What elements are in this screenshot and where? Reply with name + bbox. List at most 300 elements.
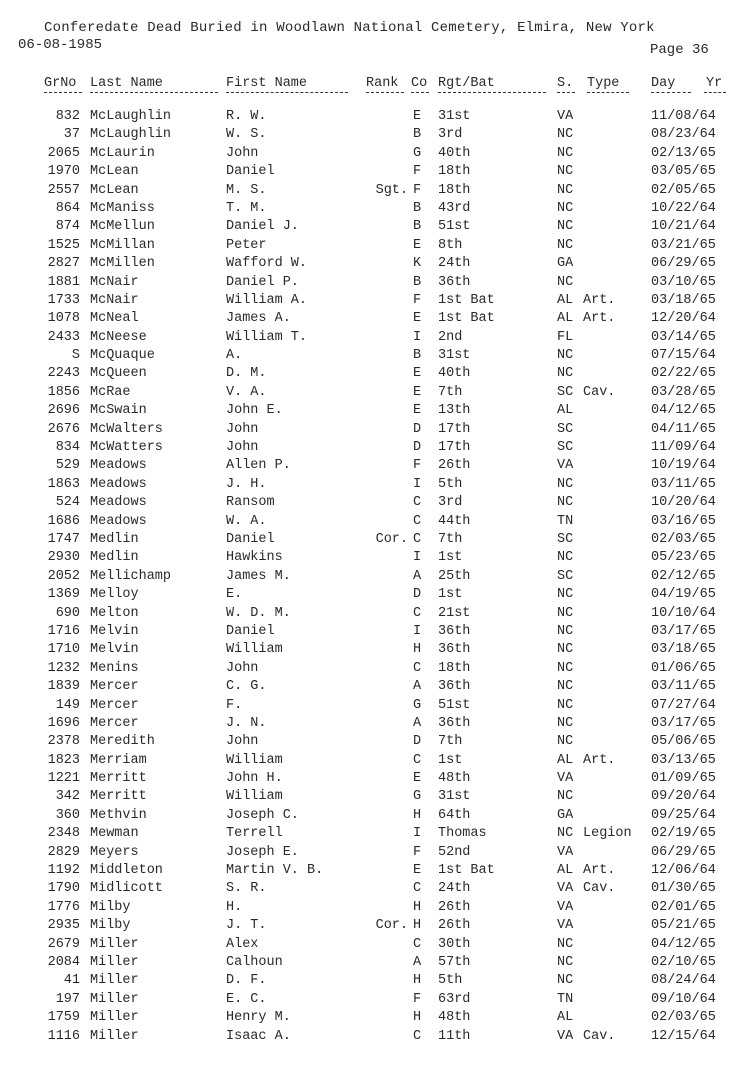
table-row: [0, 678, 750, 696]
state: AL: [557, 863, 574, 879]
grave-number: 1790: [47, 881, 80, 897]
table-row: [0, 329, 750, 347]
first-name: J. H.: [226, 476, 267, 492]
first-name: Alex: [226, 936, 259, 952]
company: C: [412, 1028, 422, 1044]
regiment: 1st Bat: [438, 292, 495, 308]
regiment: 36th: [438, 623, 471, 639]
rule-state: [557, 92, 575, 93]
first-name: H.: [226, 899, 243, 915]
state: SC: [557, 384, 574, 400]
death-date: 12/15/64: [651, 1028, 716, 1044]
company: C: [412, 881, 422, 897]
regiment: 1st Bat: [438, 863, 495, 879]
death-date: 02/19/65: [651, 826, 716, 842]
first-name: J. T.: [226, 918, 267, 934]
grave-number: 874: [55, 219, 80, 235]
document-date: 06-08-1985: [18, 37, 103, 53]
death-date: 02/13/65: [651, 145, 716, 161]
header-yr: Yr: [706, 76, 723, 91]
regiment: 44th: [438, 513, 471, 529]
last-name: Miller: [90, 973, 139, 989]
company: E: [412, 403, 422, 419]
state: NC: [557, 697, 574, 713]
regiment: 48th: [438, 1010, 471, 1026]
last-name: Mercer: [90, 697, 139, 713]
first-name: T. M.: [226, 200, 267, 216]
rule-first: [226, 92, 348, 93]
first-name: D. M.: [226, 366, 267, 382]
table-row: [0, 439, 750, 457]
regiment: 3rd: [438, 495, 463, 511]
company: G: [412, 145, 422, 161]
first-name: William A.: [226, 292, 308, 308]
death-date: 04/11/65: [651, 421, 716, 437]
header-rgt-bat: Rgt/Bat: [438, 76, 495, 91]
state: AL: [557, 292, 574, 308]
table-row: [0, 733, 750, 751]
grave-number: 1232: [47, 660, 80, 676]
table-row: [0, 274, 750, 292]
regiment: 51st: [438, 697, 471, 713]
table-row: [0, 476, 750, 494]
state: NC: [557, 954, 574, 970]
company: C: [412, 660, 422, 676]
first-name: Hawkins: [226, 550, 283, 566]
header-last-name: Last Name: [90, 76, 163, 91]
rule-type: [587, 92, 629, 93]
table-row: [0, 402, 750, 420]
state: VA: [557, 458, 574, 474]
company: D: [412, 421, 422, 437]
death-date: 06/29/65: [651, 844, 716, 860]
death-date: 03/10/65: [651, 274, 716, 290]
company: A: [412, 954, 422, 970]
grave-number: 360: [55, 807, 80, 823]
first-name: Terrell: [226, 826, 283, 842]
unit-type: Art.: [583, 752, 616, 768]
state: VA: [557, 899, 574, 915]
grave-number: 1856: [47, 384, 80, 400]
table-row: [0, 494, 750, 512]
rule-grno: [44, 92, 82, 93]
header-rank: Rank: [366, 76, 399, 91]
death-date: 03/16/65: [651, 513, 716, 529]
regiment: 18th: [438, 182, 471, 198]
regiment: 3rd: [438, 127, 463, 143]
last-name: Meadows: [90, 513, 147, 529]
last-name: Miller: [90, 1028, 139, 1044]
last-name: Miller: [90, 954, 139, 970]
state: VA: [557, 844, 574, 860]
regiment: 31st: [438, 109, 471, 124]
death-date: 03/18/65: [651, 292, 716, 308]
company: E: [412, 366, 422, 382]
table-row: [0, 605, 750, 623]
last-name: Medlin: [90, 550, 139, 566]
last-name: Mewman: [90, 826, 139, 842]
regiment: 1st Bat: [438, 311, 495, 327]
first-name: D. F.: [226, 973, 267, 989]
death-date: 02/01/65: [651, 899, 716, 915]
state: VA: [557, 1028, 574, 1044]
table-row: [0, 513, 750, 531]
last-name: Meyers: [90, 844, 139, 860]
death-date: 03/14/65: [651, 329, 716, 345]
state: GA: [557, 807, 574, 823]
company: H: [412, 899, 422, 915]
grave-number: 1823: [47, 752, 80, 768]
last-name: Midlicott: [90, 881, 163, 897]
first-name: John: [226, 421, 259, 437]
table-row: [0, 697, 750, 715]
grave-number: 2243: [47, 366, 80, 382]
regiment: 31st: [438, 348, 471, 364]
last-name: Middleton: [90, 863, 163, 879]
death-date: 10/20/64: [651, 495, 716, 511]
state: TN: [557, 991, 574, 1007]
company: B: [412, 219, 422, 235]
header-type: Type: [587, 76, 620, 91]
company: E: [412, 863, 422, 879]
table-row: [0, 825, 750, 843]
last-name: McLaughlin: [90, 109, 172, 124]
first-name: Martin V. B.: [226, 863, 324, 879]
death-date: 11/08/64: [651, 109, 716, 124]
table-row: [0, 880, 750, 898]
document-title: Conferedate Dead Buried in Woodlawn National Cemetery, Elmira, New York: [44, 20, 655, 36]
table-row: [0, 292, 750, 310]
table-row: [0, 365, 750, 383]
first-name: Isaac A.: [226, 1028, 291, 1044]
last-name: McNeese: [90, 329, 147, 345]
last-name: Merriam: [90, 752, 147, 768]
rule-last: [90, 92, 218, 93]
company: D: [412, 440, 422, 456]
grave-number: 1863: [47, 476, 80, 492]
grave-number: 2696: [47, 403, 80, 419]
table-row: [0, 549, 750, 567]
company: H: [412, 973, 422, 989]
first-name: F.: [226, 697, 243, 713]
state: GA: [557, 256, 574, 272]
regiment: 36th: [438, 715, 471, 731]
table-row: [0, 457, 750, 475]
table-row: [0, 145, 750, 163]
last-name: McSwain: [90, 403, 147, 419]
last-name: Meadows: [90, 476, 147, 492]
first-name: W. D. M.: [226, 605, 291, 621]
first-name: Daniel: [226, 623, 275, 639]
last-name: Melloy: [90, 587, 139, 603]
last-name: McMillan: [90, 237, 155, 253]
table-row: [0, 163, 750, 181]
company: K: [412, 256, 422, 272]
state: NC: [557, 274, 574, 290]
last-name: Meredith: [90, 734, 155, 750]
last-name: McMillen: [90, 256, 155, 272]
state: NC: [557, 826, 574, 842]
table-row: [0, 972, 750, 990]
grave-number: 342: [55, 789, 80, 805]
unit-type: Art.: [583, 863, 616, 879]
death-date: 03/17/65: [651, 715, 716, 731]
last-name: Milby: [90, 918, 131, 934]
regiment: 1st: [438, 752, 463, 768]
regiment: 5th: [438, 476, 463, 492]
death-date: 02/22/65: [651, 366, 716, 382]
death-date: 04/12/65: [651, 403, 716, 419]
company: A: [412, 715, 422, 731]
company: F: [412, 164, 422, 180]
company: B: [412, 127, 422, 143]
grave-number: 2348: [47, 826, 80, 842]
first-name: William: [226, 789, 283, 805]
death-date: 02/03/65: [651, 1010, 716, 1026]
grave-number: 832: [55, 109, 80, 124]
first-name: Daniel: [226, 531, 275, 547]
company: G: [412, 697, 422, 713]
first-name: William T.: [226, 329, 308, 345]
table-row: [0, 347, 750, 365]
regiment: 1st: [438, 587, 463, 603]
company: C: [412, 752, 422, 768]
state: SC: [557, 421, 574, 437]
regiment: 26th: [438, 918, 471, 934]
last-name: Melton: [90, 605, 139, 621]
grave-number: 197: [55, 991, 80, 1007]
last-name: McWalters: [90, 421, 163, 437]
last-name: McQueen: [90, 366, 147, 382]
first-name: S. R.: [226, 881, 267, 897]
grave-number: 1078: [47, 311, 80, 327]
death-date: 03/13/65: [651, 752, 716, 768]
table-row: [0, 991, 750, 1009]
company: I: [412, 329, 422, 345]
company: B: [412, 274, 422, 290]
regiment: 30th: [438, 936, 471, 952]
last-name: Merritt: [90, 771, 147, 787]
last-name: Miller: [90, 991, 139, 1007]
first-name: A.: [226, 348, 243, 364]
grave-number: 2679: [47, 936, 80, 952]
grave-number: 1525: [47, 237, 80, 253]
state: NC: [557, 605, 574, 621]
state: NC: [557, 973, 574, 989]
death-date: 09/25/64: [651, 807, 716, 823]
header-day: Day: [651, 76, 676, 91]
grave-number: 1970: [47, 164, 80, 180]
table-row: [0, 1028, 750, 1046]
death-date: 01/09/65: [651, 771, 716, 787]
last-name: McRae: [90, 384, 131, 400]
death-date: 05/21/65: [651, 918, 716, 934]
last-name: McLaughlin: [90, 127, 172, 143]
death-date: 05/23/65: [651, 550, 716, 566]
death-date: 03/21/65: [651, 237, 716, 253]
company: I: [412, 550, 422, 566]
table-row: [0, 899, 750, 917]
last-name: Mellichamp: [90, 568, 172, 584]
grave-number: 529: [55, 458, 80, 474]
last-name: McNair: [90, 292, 139, 308]
state: NC: [557, 182, 574, 198]
state: NC: [557, 164, 574, 180]
first-name: W. A.: [226, 513, 267, 529]
death-date: 09/10/64: [651, 991, 716, 1007]
regiment: 40th: [438, 145, 471, 161]
company: H: [412, 642, 422, 658]
company: E: [412, 237, 422, 253]
company: H: [412, 1010, 422, 1026]
regiment: 36th: [438, 679, 471, 695]
first-name: John H.: [226, 771, 283, 787]
state: NC: [557, 145, 574, 161]
company: E: [412, 109, 422, 124]
header-first-name: First Name: [226, 76, 308, 91]
rule-rank: [366, 92, 404, 93]
table-row: [0, 421, 750, 439]
company: F: [412, 182, 422, 198]
table-row: [0, 1009, 750, 1027]
company: H: [412, 807, 422, 823]
death-date: 03/05/65: [651, 164, 716, 180]
state: AL: [557, 752, 574, 768]
death-date: 10/21/64: [651, 219, 716, 235]
grave-number: 1759: [47, 1010, 80, 1026]
first-name: Henry M.: [226, 1010, 291, 1026]
rank: Cor.: [375, 531, 408, 547]
death-date: 03/28/65: [651, 384, 716, 400]
first-name: Daniel P.: [226, 274, 299, 290]
first-name: R. W.: [226, 109, 267, 124]
first-name: C. G.: [226, 679, 267, 695]
death-date: 02/12/65: [651, 568, 716, 584]
regiment: 21st: [438, 605, 471, 621]
header-grno: GrNo: [44, 76, 77, 91]
grave-number: 834: [55, 440, 80, 456]
death-date: 12/20/64: [651, 311, 716, 327]
table-row: [0, 384, 750, 402]
first-name: Ransom: [226, 495, 275, 511]
company: B: [412, 348, 422, 364]
state: NC: [557, 734, 574, 750]
company: A: [412, 568, 422, 584]
regiment: 25th: [438, 568, 471, 584]
regiment: 8th: [438, 237, 463, 253]
first-name: Calhoun: [226, 954, 283, 970]
first-name: Peter: [226, 237, 267, 253]
last-name: Meadows: [90, 458, 147, 474]
rule-day: [651, 92, 691, 93]
unit-type: Cav.: [583, 881, 616, 897]
last-name: McWatters: [90, 440, 163, 456]
state: SC: [557, 531, 574, 547]
first-name: John: [226, 660, 259, 676]
grave-number: 1881: [47, 274, 80, 290]
state: VA: [557, 109, 574, 124]
last-name: McNair: [90, 274, 139, 290]
death-date: 03/17/65: [651, 623, 716, 639]
grave-number: 2827: [47, 256, 80, 272]
regiment: 1st: [438, 550, 463, 566]
grave-number: 2676: [47, 421, 80, 437]
grave-number: 2935: [47, 918, 80, 934]
last-name: Mercer: [90, 679, 139, 695]
company: C: [412, 495, 422, 511]
grave-number: 1710: [47, 642, 80, 658]
company: I: [412, 623, 422, 639]
regiment: 24th: [438, 881, 471, 897]
first-name: John: [226, 440, 259, 456]
grave-number: 1116: [47, 1028, 80, 1044]
grave-number: 1747: [47, 531, 80, 547]
regiment: 7th: [438, 531, 463, 547]
death-date: 01/30/65: [651, 881, 716, 897]
company: F: [412, 458, 422, 474]
first-name: William: [226, 752, 283, 768]
first-name: E.: [226, 587, 243, 603]
company: C: [412, 936, 422, 952]
state: NC: [557, 495, 574, 511]
grave-number: S: [71, 348, 80, 364]
state: NC: [557, 679, 574, 695]
company: D: [412, 587, 422, 603]
table-row: [0, 310, 750, 328]
death-date: 03/11/65: [651, 476, 716, 492]
company: E: [412, 384, 422, 400]
last-name: Miller: [90, 1010, 139, 1026]
last-name: Medlin: [90, 531, 139, 547]
company: C: [412, 605, 422, 621]
company: F: [412, 844, 422, 860]
grave-number: 149: [55, 697, 80, 713]
unit-type: Art.: [583, 311, 616, 327]
grave-number: 2930: [47, 550, 80, 566]
table-row: [0, 218, 750, 236]
state: SC: [557, 568, 574, 584]
regiment: 31st: [438, 789, 471, 805]
regiment: 17th: [438, 421, 471, 437]
regiment: 5th: [438, 973, 463, 989]
table-row: [0, 126, 750, 144]
first-name: John: [226, 145, 259, 161]
company: D: [412, 734, 422, 750]
rule-rgt: [438, 92, 546, 93]
grave-number: 1686: [47, 513, 80, 529]
table-row: [0, 182, 750, 200]
death-date: 05/06/65: [651, 734, 716, 750]
death-date: 07/15/64: [651, 348, 716, 364]
state: NC: [557, 476, 574, 492]
grave-number: 2084: [47, 954, 80, 970]
regiment: 2nd: [438, 329, 463, 345]
company: E: [412, 311, 422, 327]
state: NC: [557, 219, 574, 235]
state: NC: [557, 789, 574, 805]
header-state: S.: [557, 76, 574, 91]
table-row: [0, 788, 750, 806]
grave-number: 524: [55, 495, 80, 511]
state: NC: [557, 587, 574, 603]
table-row: [0, 255, 750, 273]
regiment: 11th: [438, 1028, 471, 1044]
regiment: 18th: [438, 164, 471, 180]
first-name: Allen P.: [226, 458, 291, 474]
last-name: McNeal: [90, 311, 139, 327]
death-date: 03/11/65: [651, 679, 716, 695]
company: H: [412, 918, 422, 934]
